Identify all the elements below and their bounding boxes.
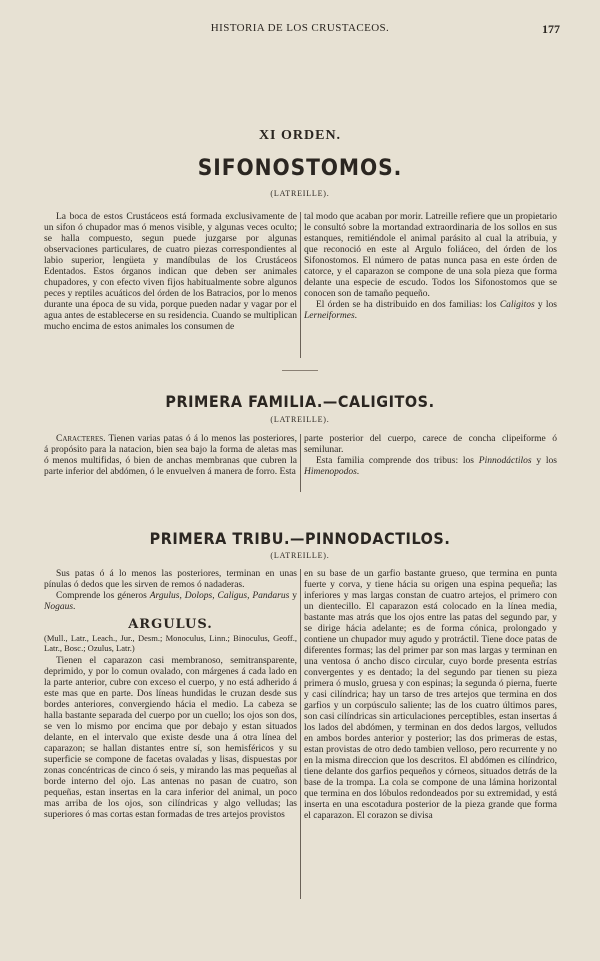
text-run: . (356, 467, 360, 477)
characters-label: Caracteres. (56, 434, 106, 444)
family-paragraph-right-2 (304, 456, 557, 478)
order-author: (LATREILLE). (270, 189, 330, 198)
tribe-text-right (304, 569, 557, 899)
tribe-text-left (44, 569, 297, 899)
family-text-right (304, 434, 557, 492)
order-paragraph-left: La boca de estos Crustáceos está formada exclusivamente de un sifon ó chupador mas ó menos visible, y algunas veces oculto; se halla compuesto, segun puede juzgarse por algunas observaciones particulares, de cuatro piezas correspondientes al labio superior, lengüeta y mandíbulas de los Crustáceos Edentados. Estos órganos indican que deben ser animales chupadores, y con efecto viven fijos habitualmente sobre algunos peces y reptiles acuáticos del órden de los Batracios, por lo menos durante una época de su vida, porque pueden nadar y vagar por el agua antes de establecerse en su residencia. Cuando se multiplican mucho encima de estos animales los consumen de (44, 212, 297, 332)
genus-name: Nogaus (44, 602, 74, 612)
family-text-left (44, 434, 297, 492)
order-text-right (304, 212, 557, 358)
tribe-name: Pinnodáctilos (478, 456, 532, 466)
text-run: . (354, 311, 358, 321)
family-name: Caligitos (499, 300, 535, 310)
tribe-paragraph-1: Sus patas ó á lo menos las posteriores, terminan en unas pínulas ó dedos que les sirven de remos ó nadaderas. (44, 569, 297, 590)
tribe-title: PRIMERA TRIBU.—PINNODACTILOS. (149, 529, 451, 548)
genus-title: ARGULUS. (128, 617, 213, 632)
text-run: y (289, 591, 297, 601)
column-divider (300, 569, 301, 899)
order-paragraph-right-1: tal modo que acaban por morir. Latreille refiere que un propietario le consultó sobre la mortandad extraordinaria de los sollos en sus estanques, remitiéndole el animal parásito al cual la atribuia, y que reconoció en este al Argulo foliáceo, del órden de los Sifonostomos. El número de patas nunca pasa en este órden de catorce, y el caparazon se compone de una sola pieza que forma delante una especie de escudo. Todos los Sifonostomos que se conocen son de tamaño pequeño. (304, 212, 557, 299)
running-head (40, 22, 560, 38)
family-title: PRIMERA FAMILIA.—CALIGITOS. (165, 392, 435, 411)
genus-synonymy: (Mull., Latr., Leach., Jur., Desm.; Monoculus, Linn.; Binoculus, Geoff., Latr., Bosc.; Ozulus, Latr.) (44, 633, 297, 653)
text-run: Comprende los géneros (56, 591, 150, 601)
genus-description-left: Tienen el caparazon casi membranoso, semitransparente, deprimido, y por lo comun ovalado, con márgenes á cada lado en la parte anterior, cubre con exceso el cuerpo, y no está adherido á este mas que en parte. Dos líneas hundidas le cruzan desde sus bordes anteriores, convergiendo hácia el medio. La cabeza se halla bastante separada del cuerpo por un cuello; los ojos son dos, se ven lo mismo por encima que por debajo y estan situados delante, en el intervalo que existe desde una á otra línea del caparazon; se hallan distantes entre sí, son hemisféricos y su superficie se compone de facetas ovaladas y lisas, dispuestas por zonas concéntricas de cinco ó seis, y mirando las mas pequeñas al borde interno del ojo. Las antenas no pasan de cuatro, son pequeñas, estan insertas en la cara inferior del animal, un poco mas arriba de los ojos, son cilíndricas y algo velludas; las superiores ó mas cortas estan formadas de tres artejos provistos (44, 656, 297, 820)
order-paragraph-right-2 (304, 300, 557, 322)
family-name: Lerneiformes (304, 311, 355, 321)
text-run: Tienen varias patas ó á lo menos las posteriores, á propósito para la natacion, bien sea bajo la forma de aletas mas ó menos multifidas, ó bien de anchas membranas que cubren la parte inferior del abdómen, ó le envuelven á manera de forro. Esta (44, 434, 297, 477)
tribe-author: (LATREILLE). (270, 551, 330, 560)
order-text-left (44, 212, 297, 358)
running-title: HISTORIA DE LOS CRUSTACEOS. (210, 22, 390, 34)
order-label: XI ORDEN. (258, 128, 342, 143)
tribe-paragraph-2 (44, 591, 297, 613)
text-run: y los (531, 456, 557, 466)
family-author: (LATREILLE). (270, 415, 330, 424)
text-run: . (73, 602, 76, 612)
genus-description-right: en su base de un garfio bastante grueso, que termina en punta fuerte y corva, y tiene hácia su origen una espina pequeña; las inferiores y mas largas constan de cuatro artejos, el primero con un dientecillo. El caparazon está colocado en la línea media, bastante mas atrás que los ojos entre las patas del segundo par, y se dirige hácia adelante; es de forma cónica, prolongado y contiene un chupador muy agudo y protráctil. Tiene doce patas de diferentes formas; las del primer par son mas largas y terminan en una ventosa ó ancho disco circular, cuyo borde presenta estrías convergentes y es dentado; la del segundo par tienen su pieza primera ó muslo, gruesa y con espinas; la segunda ó pierna, fuerte y casi cilíndrica; hay un tarso de tres artejos que termina en dos garfios y un corpúsculo saliente; las de los cuatro últimos pares, son casi cilíndricas sin articulaciones perceptibles, estan insertas á los lados del abdómen, y terminan en dos dedos largos, velludos en ambos bordes anterior y posterior; las dos primeras de estas, estan provistas de otro dedo tambien velloso, pero recurrente y no en la misma direccion que los descritos. El abdómen es cilíndrico, tiene delante dos garfios pequeños y córneos, situados detrás de la base de la trompa. La cola se compone de una lámina horizontal que termina en dos lóbulos redondeados por su extremidad, y está inserta en una escotadura posterior de la pieza grande que forma el caparazon. El corazon se divisa (304, 569, 557, 821)
page-number: 177 (542, 22, 560, 36)
text-run: y los (534, 300, 557, 310)
family-paragraph-left (44, 434, 297, 478)
order-title: SIFONOSTOMOS. (197, 156, 403, 181)
tribe-name: Himenopodos (304, 467, 357, 477)
section-divider (282, 370, 318, 371)
genera-list: Argulus, Dolops, Caligus, Pandarus (149, 591, 290, 601)
text-run: Esta familia comprende dos tribus: los (316, 456, 479, 466)
family-paragraph-right-1: parte posterior del cuerpo, carece de concha clipeiforme ó semilunar. (304, 434, 557, 455)
column-divider (300, 434, 301, 492)
column-divider (300, 212, 301, 358)
text-run: El órden se ha distribuido en dos familias: los (316, 300, 500, 310)
